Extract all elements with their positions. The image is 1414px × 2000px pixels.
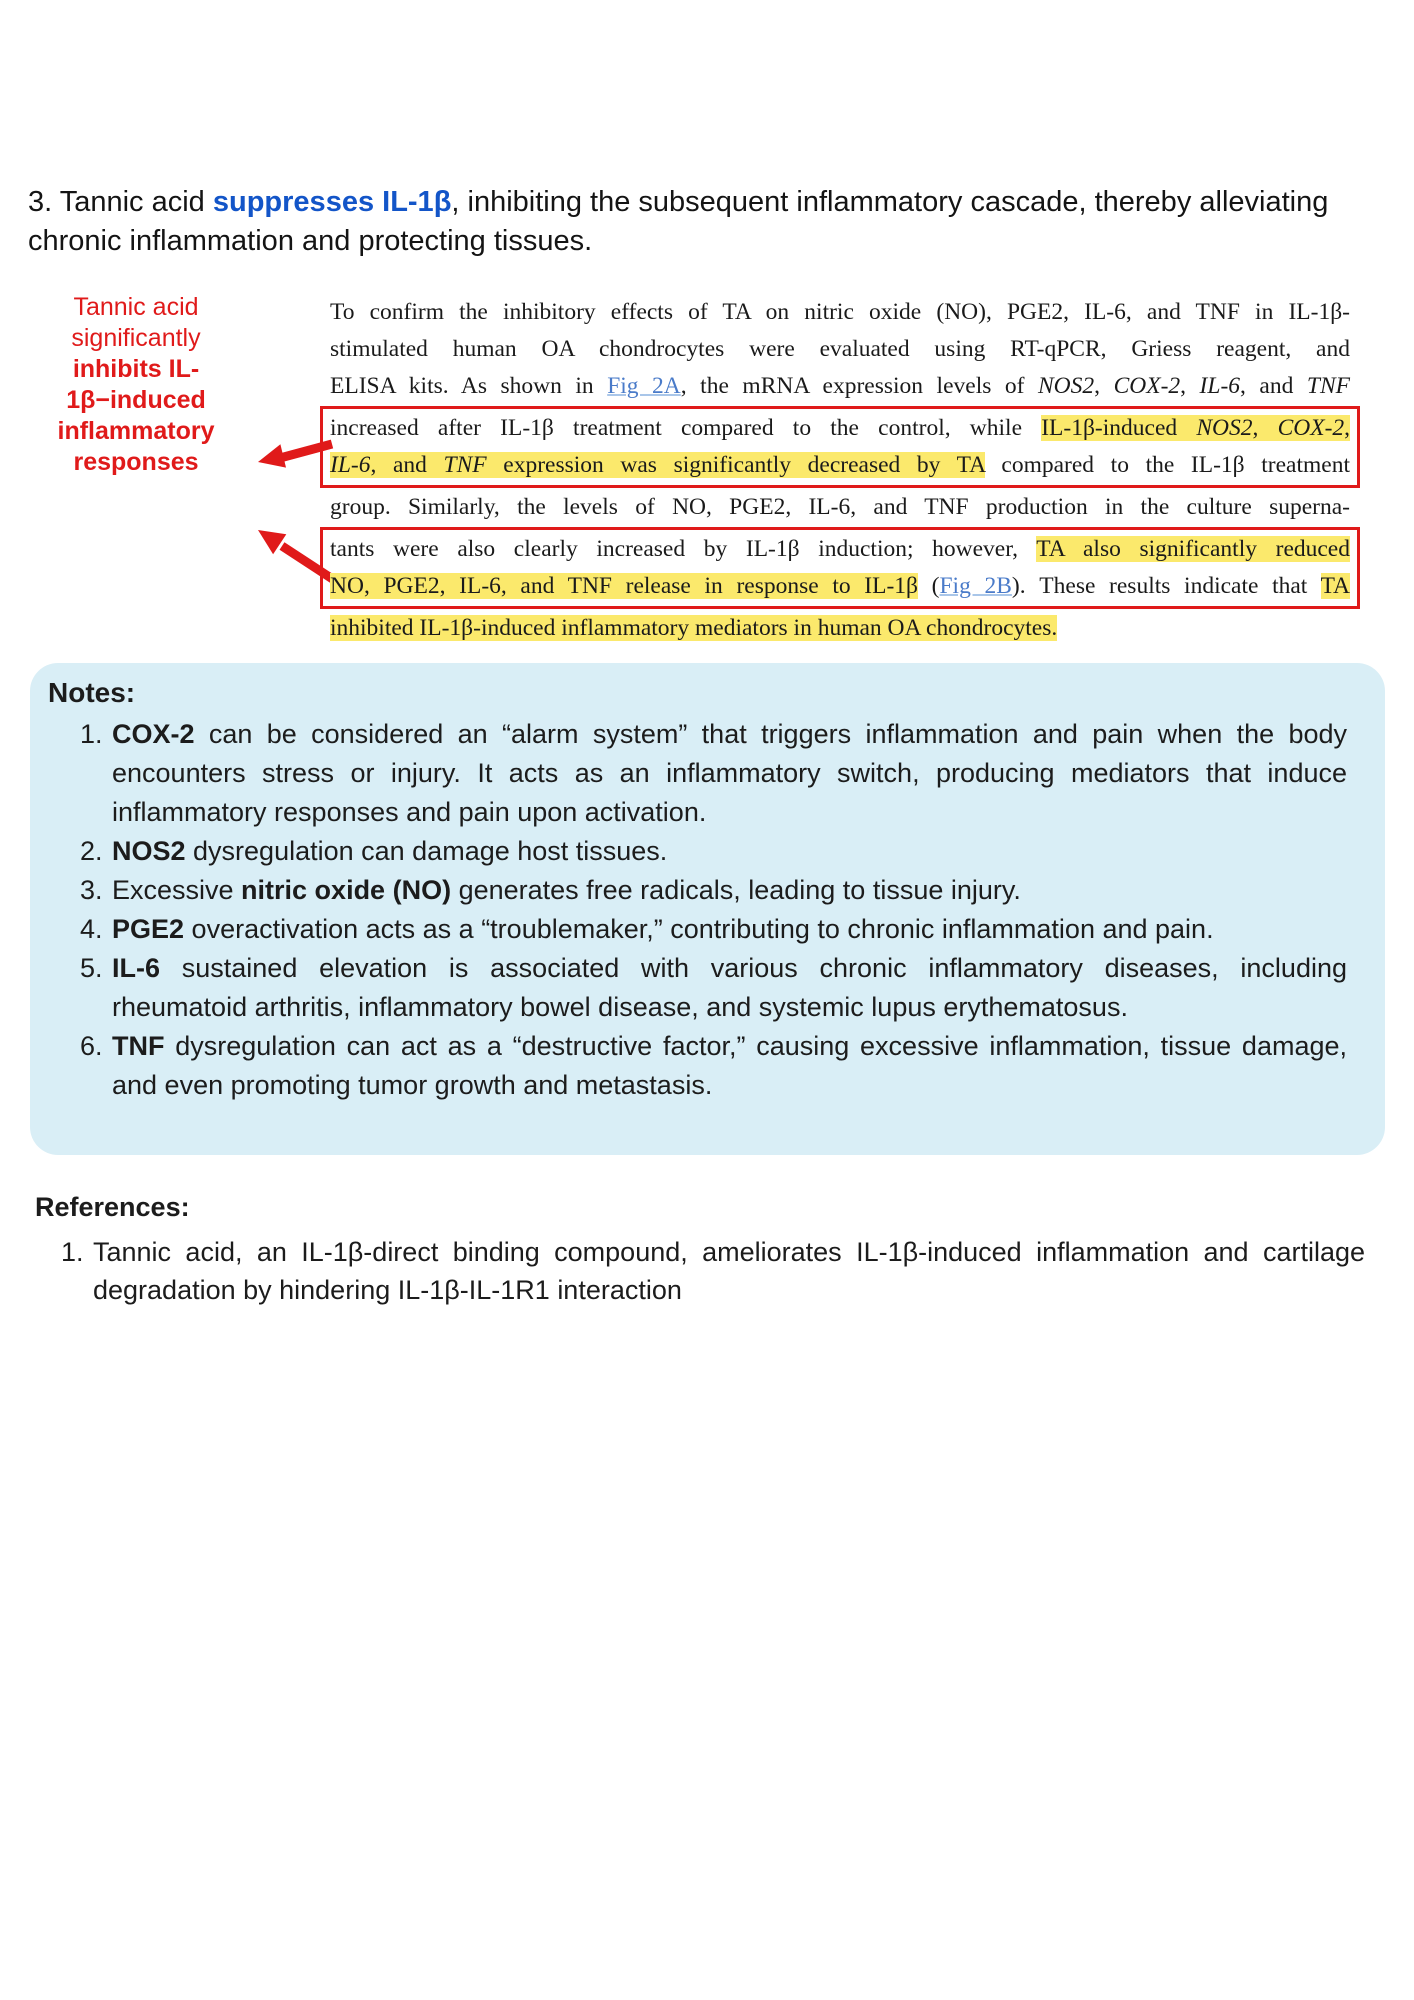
excerpt-line-group (320, 489, 1360, 526)
notes-heading: Notes: (48, 677, 136, 708)
text-segment: , (1094, 373, 1114, 399)
references-section (35, 1192, 1365, 1309)
margin-annotation (28, 292, 244, 478)
text-segment: , (1344, 415, 1351, 441)
text-segment: PGE2 (112, 914, 185, 944)
list-item (110, 949, 1347, 1027)
text-segment: TNF (1306, 373, 1350, 399)
list-item (110, 910, 1347, 949)
text-segment: NOS2 (1038, 373, 1095, 399)
text-segment: TNF (443, 452, 487, 478)
text-segment: COX-2 (1277, 415, 1345, 441)
annotation-line: Tannic acid (73, 293, 199, 321)
text-segment: ( (918, 573, 940, 599)
text-segment: COX-2 (1113, 373, 1181, 399)
references-list (35, 1233, 1365, 1309)
annotation-line: responses (73, 448, 199, 476)
text-segment: group. Similarly, the levels of NO, PGE2, IL-6, and TNF production in the culture superna- (330, 494, 1350, 520)
excerpt-line (330, 331, 1350, 368)
text-segment: ELISA kits. As shown in (330, 373, 608, 399)
text-segment: , (1252, 415, 1278, 441)
excerpt-line (330, 531, 1350, 568)
text-segment: Tannic acid, an IL-1β-direct binding compound, ameliorates IL-1β-induced inflammation and cartilage degradation by hindering IL-1β-IL-1R1 interaction (93, 1237, 1365, 1305)
text-segment: IL-6 (112, 953, 161, 983)
excerpt-line-group (320, 294, 1360, 405)
notes-list (48, 715, 1347, 1105)
excerpt-line (330, 410, 1350, 447)
text-segment: , the mRNA expression levels of (680, 373, 1038, 399)
text-segment: ). These results indicate that (1011, 573, 1321, 599)
text-segment: To confirm the inhibitory effects of TA on nitric oxide (NO), PGE2, IL-6, and TNF in IL-1β- (330, 299, 1350, 325)
text-segment: NO, PGE2, IL-6, and TNF release in response to IL-1β (330, 573, 918, 599)
excerpt-line (330, 489, 1350, 526)
annotation-line: significantly (71, 324, 201, 352)
text-segment: expression was significantly decreased by TA (486, 452, 985, 478)
text-segment: nitric oxide (NO) (241, 875, 452, 905)
notes-panel (30, 663, 1385, 1155)
text-segment: generates free radicals, leading to tissue injury. (451, 875, 1021, 905)
fig-link[interactable]: Fig 2B (939, 573, 1012, 599)
red-highlight-box (320, 527, 1360, 609)
text-segment: TA also significantly reduced (1036, 536, 1350, 562)
list-item (110, 832, 1347, 871)
text-segment: dysregulation can act as a “destructive factor,” causing excessive inflammation, tissue damage, and even promoting tumor growth and metastasis. (112, 1031, 1347, 1100)
text-segment: TNF (112, 1031, 165, 1061)
text-segment: IL-1β-induced (1041, 415, 1197, 441)
text-segment: 3. Tannic acid (28, 186, 213, 218)
text-segment: inhibited IL-1β-induced inflammatory mediators in human OA chondrocytes. (330, 615, 1058, 641)
text-segment: , and (1240, 373, 1307, 399)
text-segment: NOS2 (1196, 415, 1253, 441)
paper-excerpt (320, 294, 1360, 647)
excerpt-line (330, 294, 1350, 331)
list-item (110, 871, 1347, 910)
text-segment: , and (370, 452, 444, 478)
text-segment: , inhibiting the subsequent inflammatory cascade, thereby alleviating chronic inflammation and protecting tissues. (28, 186, 1329, 257)
text-segment: Excessive (112, 875, 242, 905)
fig-link[interactable]: Fig 2A (607, 373, 681, 399)
text-segment: overactivation acts as a “troublemaker,” contributing to chronic inflammation and pain. (184, 914, 1214, 944)
excerpt-line (330, 610, 1350, 647)
text-segment: compared to the IL-1β treatment (984, 452, 1350, 478)
excerpt-line (330, 368, 1350, 405)
text-segment: IL-6 (1199, 373, 1241, 399)
text-segment: COX-2 (112, 719, 195, 749)
annotation-line: 1β−induced (66, 386, 206, 414)
list-item (91, 1233, 1365, 1309)
text-segment: , (1180, 373, 1200, 399)
text-segment: stimulated human OA chondrocytes were evaluated using RT-qPCR, Griess reagent, and (330, 336, 1350, 362)
red-highlight-box (320, 406, 1360, 488)
references-heading: References: (35, 1192, 190, 1222)
text-segment: dysregulation can damage host tissues. (185, 836, 668, 866)
annotation-line: inflammatory (57, 417, 215, 445)
excerpt-line-group (320, 610, 1360, 647)
annotation-line: inhibits IL- (72, 355, 200, 383)
text-segment: NOS2 (112, 836, 186, 866)
text-segment: IL-6 (330, 452, 371, 478)
list-item (110, 715, 1347, 832)
text-segment: increased after IL-1β treatment compared to the control, while (330, 415, 1042, 441)
text-segment: sustained elevation is associated with various chronic inflammatory diseases, including rheumatoid arthritis, inflammatory bowel disease, and systemic lupus erythematosus. (112, 953, 1347, 1022)
text-segment: suppresses IL-1β (212, 186, 452, 218)
list-item (110, 1027, 1347, 1105)
excerpt-line (330, 447, 1350, 484)
text-segment: tants were also clearly increased by IL-1β induction; however, (330, 536, 1037, 562)
text-segment: can be considered an “alarm system” that triggers inflammation and pain when the body encounters stress or injury. It acts as an inflammatory switch, producing mediators that induce inflammatory responses and pain upon activation. (112, 719, 1347, 827)
text-segment: TA (1320, 573, 1351, 599)
excerpt-line (330, 568, 1350, 605)
page-title (28, 183, 1368, 261)
